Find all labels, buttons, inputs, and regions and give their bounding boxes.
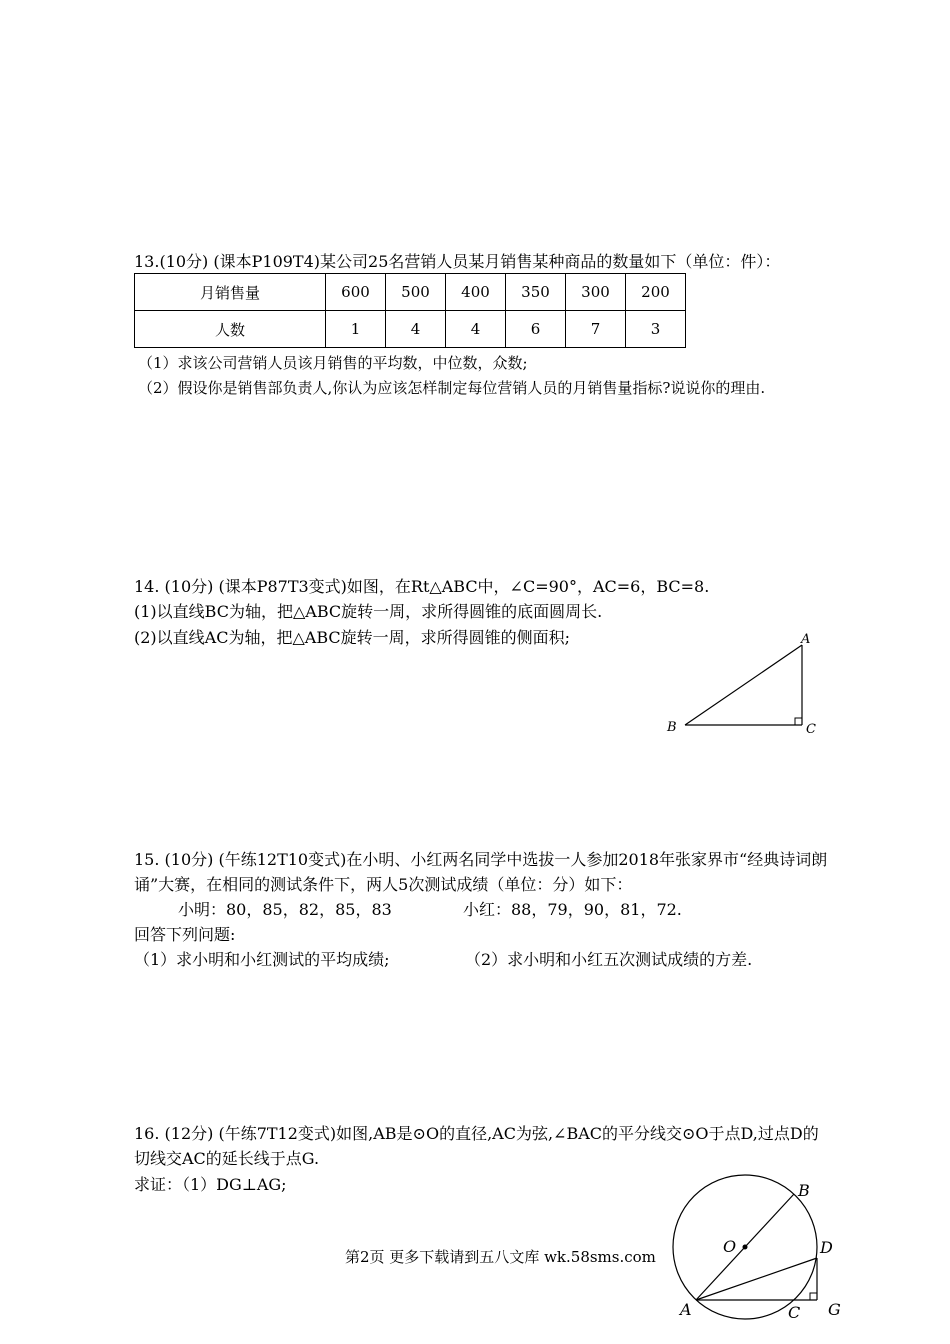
- label-a: A: [680, 1300, 692, 1319]
- circle-figure: [660, 1170, 860, 1344]
- sales-table: [134, 273, 686, 348]
- table-cell: 600: [326, 274, 386, 311]
- label-o: O: [723, 1237, 737, 1256]
- right-angle-mark: [810, 1293, 817, 1300]
- side-ab: [685, 645, 802, 725]
- table-cell: 300: [566, 274, 626, 311]
- page-footer: 第2页 更多下载请到五八文库 wk.58sms.com: [345, 1248, 656, 1266]
- table-cell: 3: [626, 311, 686, 348]
- center-point: [743, 1245, 748, 1250]
- right-angle-mark: [795, 718, 802, 725]
- table-row: [135, 311, 686, 348]
- table-cell: 400: [446, 274, 506, 311]
- q13-part1: （1）求该公司营销人员该月销售的平均数，中位数，众数;: [138, 354, 528, 372]
- table-cell: 4: [446, 311, 506, 348]
- triangle-figure: [655, 625, 835, 745]
- q14-part2: (2)以直线AC为轴，把△ABC旋转一周，求所得圆锥的侧面积;: [134, 628, 571, 647]
- chord-ad: [696, 1258, 817, 1300]
- label-b: B: [798, 1181, 810, 1200]
- q15-part2: （2）求小明和小红五次测试成绩的方差.: [465, 950, 753, 969]
- label-b: B: [667, 720, 677, 735]
- label-c: C: [806, 722, 816, 737]
- q16-header-line1: 16. (12分) (午练7T12变式)如图,AB是⊙O的直径,AC为弦,∠BAC的平分线交⊙O于点D,过点D的: [134, 1124, 819, 1143]
- q15-xiaohong-scores: 小红：88，79，90，81，72.: [463, 900, 682, 919]
- q15-prompt: 回答下列问题:: [134, 925, 236, 944]
- q14-header: 14. (10分) (课本P87T3变式)如图，在Rt△ABC中，∠C=90°，AC=6，BC=8.: [134, 577, 710, 596]
- label-c: C: [788, 1303, 801, 1322]
- q16-header-line2: 切线交AC的延长线于点G.: [134, 1149, 320, 1168]
- table-cell: 7: [566, 311, 626, 348]
- label-d: D: [820, 1238, 833, 1257]
- q15-part1: （1）求小明和小红测试的平均成绩;: [134, 950, 390, 969]
- table-cell: 350: [506, 274, 566, 311]
- table-cell: 人数: [135, 311, 326, 348]
- q15-header-line1: 15. (10分) (午练12T10变式)在小明、小红两名同学中选拔一人参加2018年张家界市“经典诗词朗: [134, 850, 828, 869]
- q13-part2: （2）假设你是销售部负责人,你认为应该怎样制定每位营销人员的月销售量指标?说说你的理由.: [138, 379, 766, 397]
- table-cell: 4: [386, 311, 446, 348]
- q15-xiaoming-scores: 小明：80，85，82，85，83: [178, 900, 392, 919]
- table-cell: 500: [386, 274, 446, 311]
- table-cell: 月销售量: [135, 274, 326, 311]
- q13-header: 13.(10分) (课本P109T4)某公司25名营销人员某月销售某种商品的数量如下（单位：件）：: [134, 252, 781, 271]
- table-cell: 1: [326, 311, 386, 348]
- table-cell: 6: [506, 311, 566, 348]
- label-a: A: [801, 632, 811, 647]
- label-g: G: [828, 1300, 841, 1319]
- q16-part1: 求证：（1）DG⊥AG;: [134, 1175, 287, 1194]
- table-cell: 200: [626, 274, 686, 311]
- table-row: [135, 274, 686, 311]
- q15-header-line2: 诵”大赛，在相同的测试条件下，两人5次测试成绩（单位：分）如下：: [134, 875, 633, 894]
- q14-part1: (1)以直线BC为轴，把△ABC旋转一周，求所得圆锥的底面圆周长.: [134, 602, 603, 621]
